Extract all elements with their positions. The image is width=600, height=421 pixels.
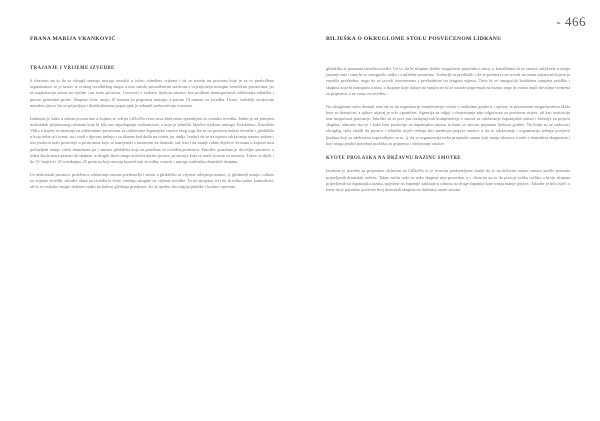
right-paragraph-3: Izražena je potreba za prijavnim ciklusom za LiDraNu te je kvotom predstavljeno stanje da je na državnu razinu smotre prošlo premalo prijavljenih dramskih radova. Takav način rada za neke skupine nije pravedan, a s obzirom na to da postoji velika razlika u broju skupina prijavljenih na županijsku razinu, pojedine su županije zakinute u odnosu na druge županije koje imaju manje prijava. Također je bilo riječi o tome da je potrebno povećati broj dramskih skupina na državnoj razini smotre. [326, 168, 570, 193]
right-paragraph-2: Na okruglome stolu doznali smo da su na organizaciji manifestacije ovisni o zadacima gradova i općina, te prostornim mogućnostima škola koje su domaćini, a njihov utjecaj je vrlo ograničen. Agencija za odgoj i obrazovanje nije odgovorna za prostorne uvjete, ali kao institucija ima mogućnost poticanja. Također su se prvi put razmjenjivali kompetencije o smotri za održavanje županijskih smotri i kriterija za prijavu skupina, odnosno tko je i kako bira prostorije za županijsku smotru te kako se smotra priprema tijekom godine. Na kraju su se sudionici okruglog stola složili da prostor i tehnički uvjeti trebaju biti preduvjet prijave smotre, a da se održavanje i organizacija trebaju povjeriti ljudima koji su adekvatno osposobljeni za to, tj. da se organizacija treba prepustiti onima koji imaju iskustva u radu s dramskim skupinama i koji mogu pružiti potrebnu podršku za pripremu i održavanje smotre. [326, 103, 570, 146]
right-page [326, 36, 570, 200]
left-running-head: FRANA MARIJA VRANKOVIĆ [30, 36, 116, 42]
left-paragraph-2: Istaknuto je kako u nekim prostorima u kojima se odvija LiDraNu često nisu adekvatno opremljeni za scensku izvedbu. Jedan je od primjera nedostatak prijenosnog računala koje bi bilo na raspolaganju sudionicima, a koje je tehnički ključno tijekom nastupa. Konkretno, Kazalište Vidra u kojem se smatraju ne adekvatnim prostorom za održavanje županijske smotre zbog toga što se na prostoru nalaze dvorište i gledalište u koja treba ući scena, no i mali s djecom trebaju i sa ribama kad dođu na scenu, jer ondje, budući da se na mjestu održavanja smotre nalaze i tim jezikom mali prostorije u prostorima koje se namjenski s nastavom za dramski rad, kao i na manje rubne dijelove dvorane u kojima nisu podijeljeni manje važni dramskom pa i smisao gledališta koja su potrebna za izvedbu predstava. Također, potrebno je dovoljno prostora, a jedna škola mora pristati da skupine iz drugih škola mogu koristiti njezin prostor, prostorija koja se inače koriste za nastavu. Takav se dijeli i do 25 čunjeva i 25 sveukupno 25 prostora koji moraju kontrolirati izvedbu, a unosi i mnogo sudionika dramskih skupina. [30, 115, 274, 164]
left-paragraph-3: Uz nedostatak prostora, problem u održavanju smotre predstavlja i nemir u gledalištu za vrijeme odvijanja smotre, tj. gledatelji ustaju i odlaze za vrijeme izvedbi, također ulaze na izvedbi te često ometaju skupine za vrijeme izvedbe. To ne smijemo reći da ih treba stalno kontrolirati, ali bi se svakako moglo dodatno raditi na kulturi gledanja predstava, što je ujedno dio odgoja publike i kulture općenito. [30, 171, 275, 190]
left-page [30, 36, 274, 197]
left-paragraph-1: S obzirom na to da se okrugli nastupi moraju izvoditi u točno određeno vrijeme i da se izvode na prostoru koje je za to predviđeno organizatoru, te je sastav iz svakog izvođačkog skupa u tom smislu prosudbenim stavkom o ocjenjivanju mnogim sceničkim prostorima, jer se organizacija unosa na cijelim i na sceni prostoru. Govoreći o vodstvu tijekom nastave kao problem nemogućnosti održavanja tehničke i potom generalne probe. Skupine često imaju 10 minuta za pripremu nastupa, a potom 10 minuta za izvedbu. Uzeto, vodstelji izražavaju nezadovoljstvo što se prijavljuju i dislokalizirana poput ipak jo sekundi prekoračenja vremena. [30, 78, 274, 108]
page-number: - 466 [556, 14, 586, 29]
section-heading-trajanje: TRAJANJE I VRIJEME IZVEDBE [30, 66, 115, 71]
right-paragraph-1: gledalištu ti pauzama između izvedbi. Uz to, da bi skupine dobile mogućnost pripreme u miru, u kazalištima bi se smotre održavale u ranije jutarnje sate i time bi se omogućilo raditi i s mlađim uzrastima. Vodstelji su predložili i da se predstava ne izvodi na istom mjestu na kojem je završila prethodna, nego da se izvodi istovremeno s prethodnom na drugom mjestu. Time bi se omogućila kvalitetna zamjena publike i skupina koja bi nastupala u nizu, a skupine koje dolaze na smotru ne bi se morale pripremati na brzinu nego bi svima imali dovoljno vremena za pripremu, a ne samo za izvedbu. [326, 66, 570, 96]
section-heading-kvote: KVOTE PROLASKA NA DRŽAVNU RAZINU SMOTRE [326, 156, 461, 162]
right-running-head: BILJEŠKA O OKRUGLOME STOLU POSVEĆENOM LIDRANU [326, 36, 502, 42]
